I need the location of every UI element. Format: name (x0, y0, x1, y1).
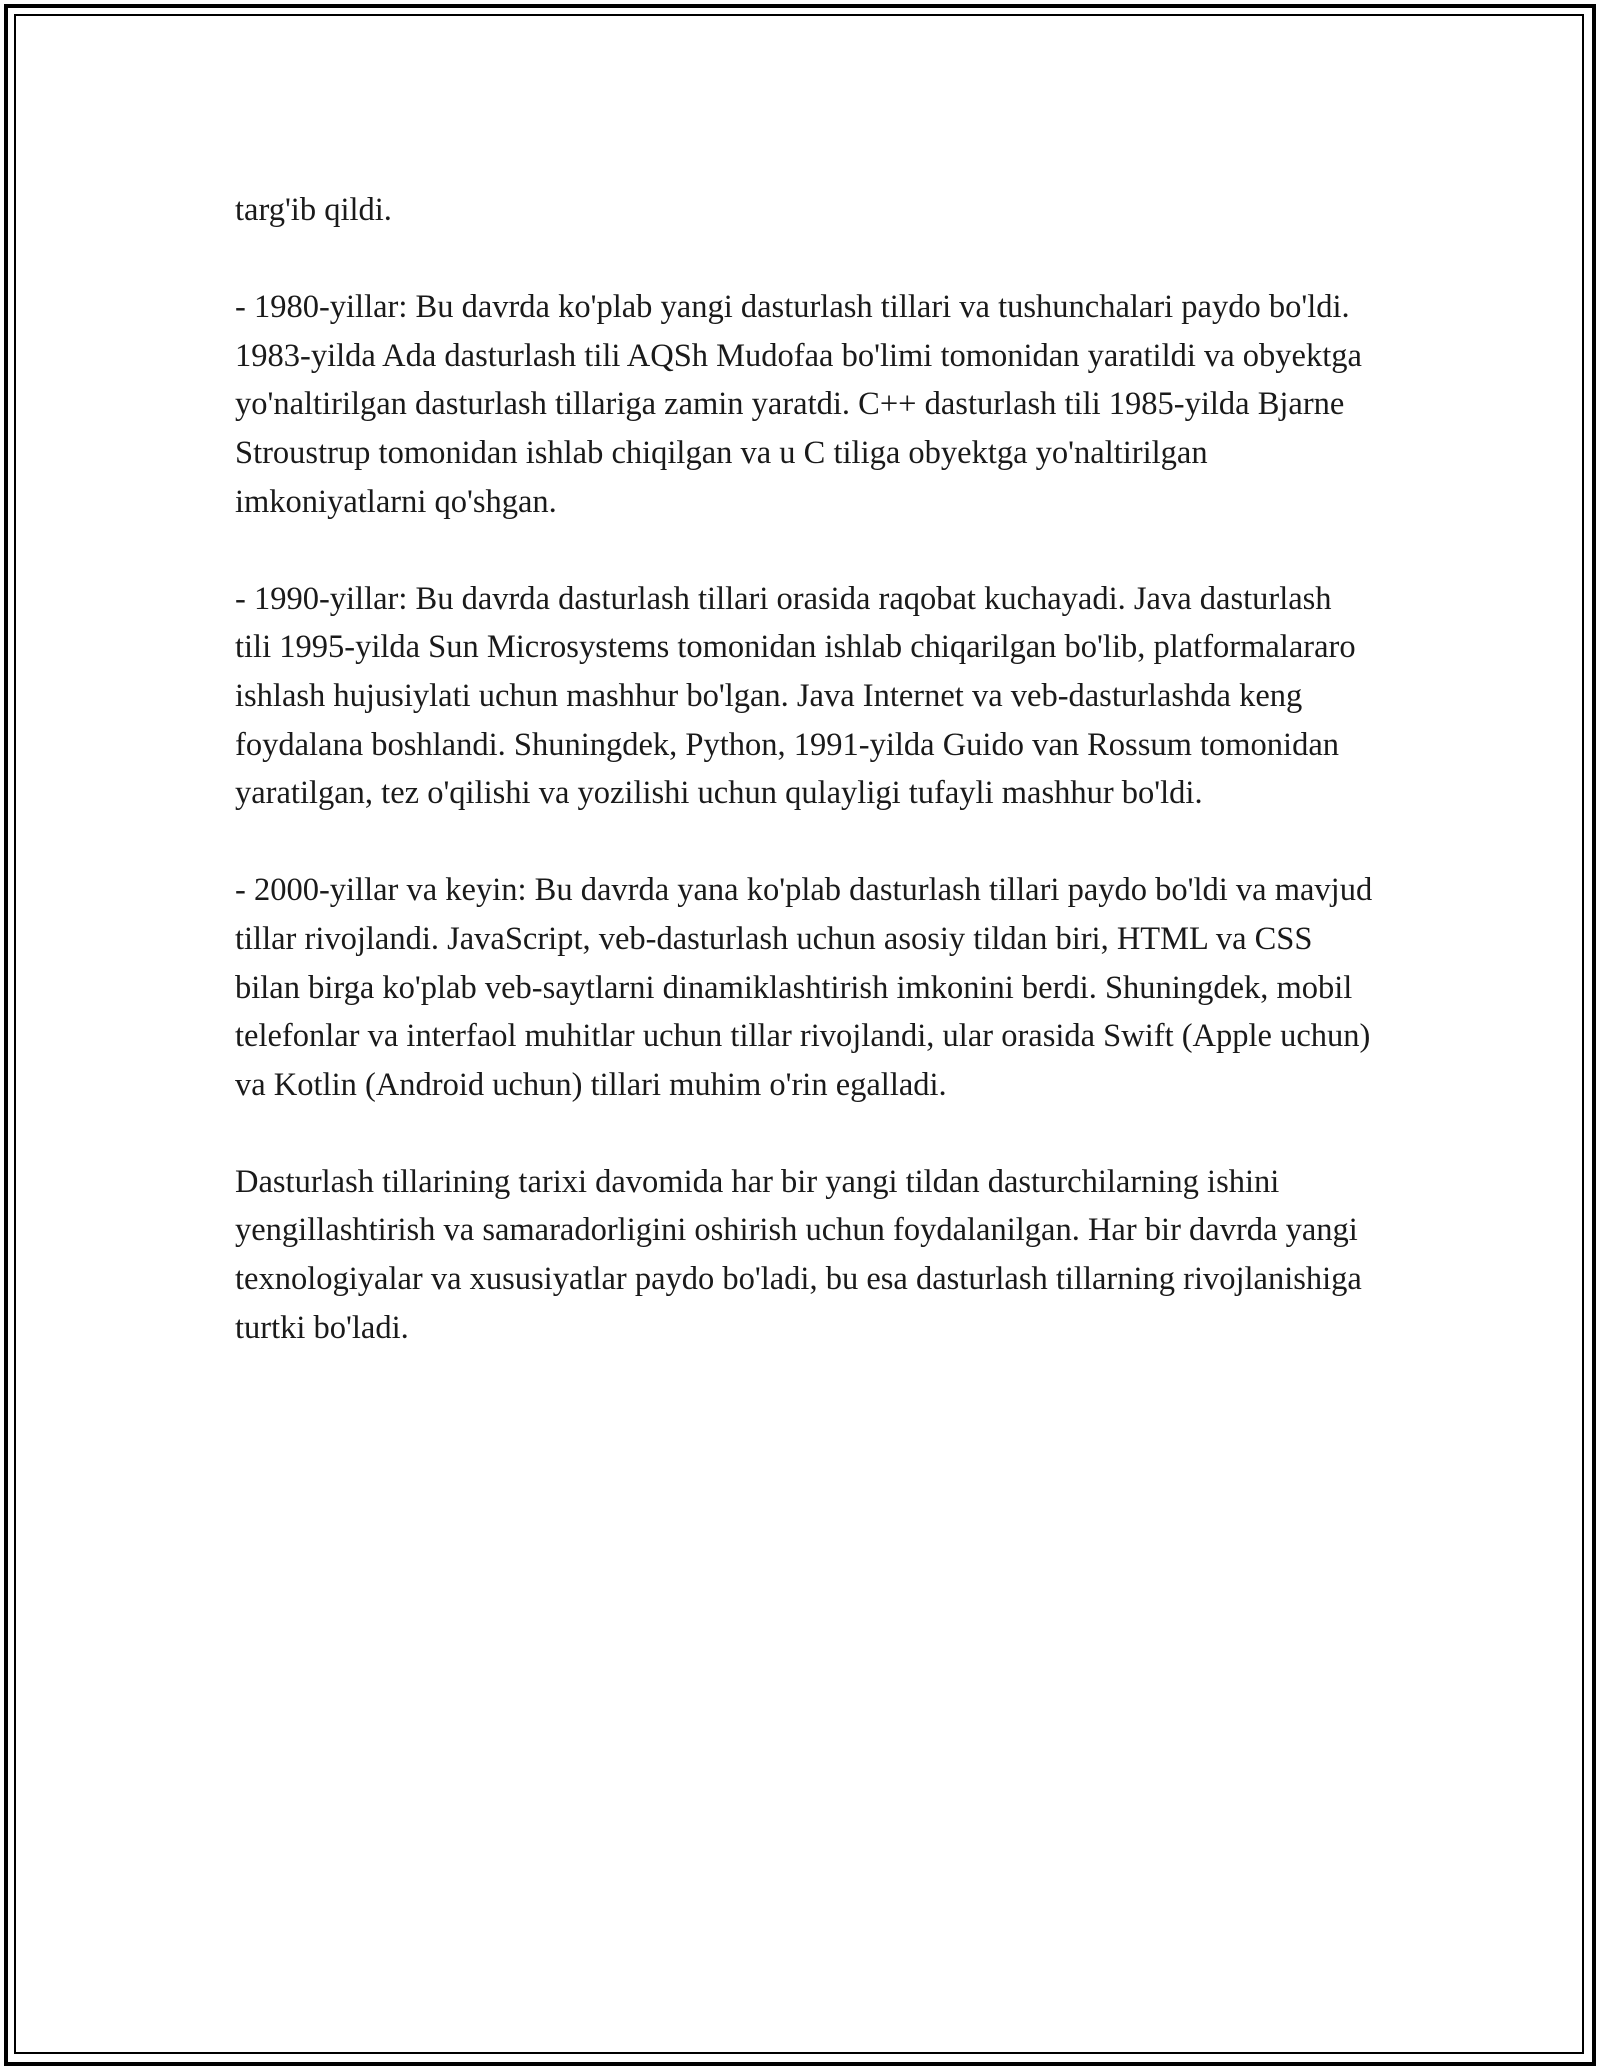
paragraph-2000s: - 2000-yillar va keyin: Bu davrda yana ko'plab dasturlash tillari paydo bo'ldi va mavjud tillar rivojlandi. JavaScript, veb-dasturlash uchun asosiy tildan biri, HTML va CSS bilan birga ko'plab veb-saytlarni dinamiklashtirish imkonini berdi. Shuningdek, mobil telefonlar va interfaol muhitlar uchun tillar rivojlandi, ular orasida Swift (Apple uchun) va Kotlin (Android uchun) tillari muhim o'rin egalladi. (235, 872, 1373, 1103)
paragraph-1980s: - 1980-yillar: Bu davrda ko'plab yangi dasturlash tillari va tushunchalari paydo bo'ldi. 1983-yilda Ada dasturlash tili AQSh Mudofaa bo'limi tomonidan yaratildi va obyektga yo'naltirilgan dasturlash tillariga zamin yaratdi. C++ dasturlash tili 1985-yilda Bjarne Stroustrup tomonidan ishlab chiqilgan va u C tiliga obyektga yo'naltirilgan imkoniyatlarni qo'shgan. (235, 289, 1362, 520)
paragraph-conclusion: Dasturlash tillarining tarixi davomida har bir yangi tildan dasturchilarning ishini yengillashtirish va samaradorligini oshirish uchun foydalanilgan. Har bir davrda yangi texnologiyalar va xususiyatlar paydo bo'ladi, bu esa dasturlash tillarning rivojlanishiga turtki bo'ladi. (235, 1163, 1362, 1346)
document-body (235, 186, 1375, 1352)
paragraph-1990s: - 1990-yillar: Bu davrda dasturlash tillari orasida raqobat kuchayadi. Java dasturlash tili 1995-yilda Sun Microsystems tomonidan ishlab chiqarilgan bo'lib, platformalararo ishlash hujusiylati uchun mashhur bo'lgan. Java Internet va veb-dasturlashda keng foydalana boshlandi. Shuningdek, Python, 1991-yilda Guido van Rossum tomonidan yaratilgan, tez o'qilishi va yozilishi uchun qulayligi tufayli mashhur bo'ldi. (235, 580, 1356, 812)
paragraph-continuation: targ'ib qildi. (235, 192, 392, 228)
